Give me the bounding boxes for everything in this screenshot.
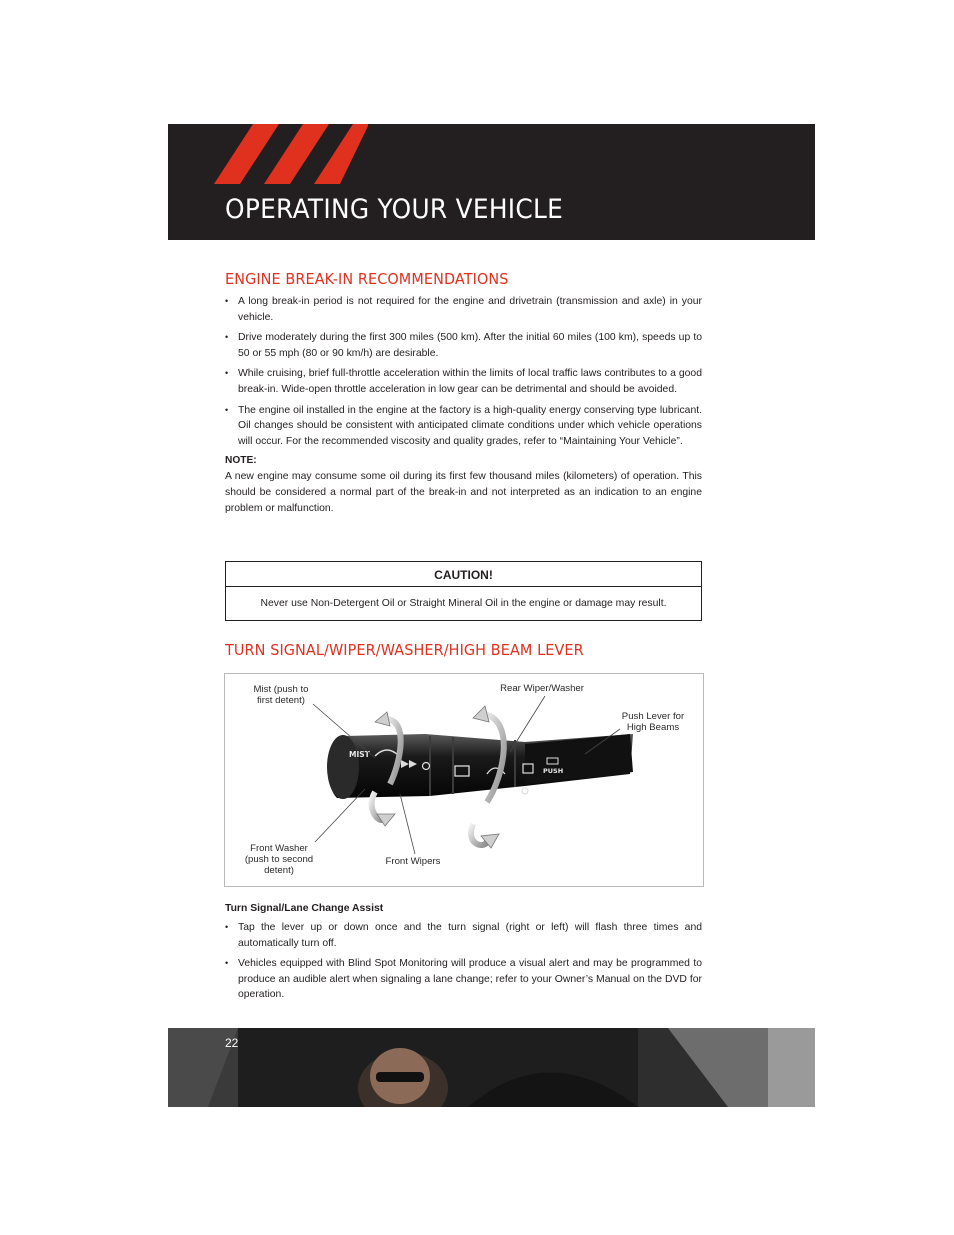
high-beam-callout: Push Lever for High Beams xyxy=(621,711,685,733)
turn-signal-body xyxy=(225,903,702,1008)
chapter-header-band xyxy=(168,124,815,240)
page-number: 22 xyxy=(225,1036,239,1050)
note-text: A new engine may consume some oil during its first few thousand miles (kilometers) of operation. This should be considered a normal part of the break-in and not interpreted as an indication to an engine problem or malfunction. xyxy=(225,471,702,514)
list-item: • Vehicles equipped with Blind Spot Monitoring will produce a visual alert and may be programmed to produce an audible alert when signaling a lane change; refer to your Owner’s Manual on the DVD for operation. xyxy=(225,956,702,1003)
engine-break-in-list xyxy=(225,294,702,449)
page-title: OPERATING YOUR VEHICLE xyxy=(225,194,564,225)
turn-signal-list xyxy=(225,920,702,1003)
caution-text: Never use Non-Detergent Oil or Straight Mineral Oil in the engine or damage may result. xyxy=(260,598,667,609)
engine-break-in-body xyxy=(225,294,702,516)
footer-band xyxy=(168,1028,815,1107)
rear-wiper-callout: Rear Wiper/Washer xyxy=(500,683,584,694)
section-heading-turn-signal: TURN SIGNAL/WIPER/WASHER/HIGH BEAM LEVER xyxy=(225,641,584,659)
list-item: • While cruising, brief full-throttle acceleration within the limits of local traffic laws contributes to a good break-in. Wide-open throttle acceleration in low gear can be detrimental and should be avoided. xyxy=(225,366,702,397)
mist-callout: Mist (push to first detent) xyxy=(253,684,309,706)
front-washer-callout: Front Washer (push to second detent) xyxy=(244,843,314,876)
lever-mist-text: MIST xyxy=(349,750,370,759)
front-wipers-callout: Front Wipers xyxy=(385,856,441,867)
note-label: NOTE: xyxy=(225,455,257,467)
list-item: • Drive moderately during the first 300 miles (500 km). After the initial 60 miles (100 km), speeds up to 50 or 55 mph (80 or 90 km/h) are desirable. xyxy=(225,330,702,361)
list-item: • A long break-in period is not required for the engine and drivetrain (transmission and axle) in your vehicle. xyxy=(225,294,702,325)
racing-stripes-logo xyxy=(168,124,368,186)
caution-title: CAUTION! xyxy=(226,562,701,587)
list-item: • Tap the lever up or down once and the turn signal (right or left) will flash three times and automatically turn off. xyxy=(225,920,702,951)
caution-box xyxy=(225,561,702,621)
section-heading-engine-break-in: ENGINE BREAK-IN RECOMMENDATIONS xyxy=(225,270,509,288)
lever-push-text: PUSH xyxy=(543,767,564,775)
subheading-turn-signal-lane-change: Turn Signal/Lane Change Assist xyxy=(225,903,384,914)
list-item: • The engine oil installed in the engine at the factory is a high-quality energy conserving type lubricant. Oil changes should be consistent with anticipated climate conditions under which vehicle operations will occur. For the recommended viscosity and quality grades, refer to “Maintaining Your Vehicle”. xyxy=(225,403,702,450)
footer-driver-photo xyxy=(168,1028,815,1107)
lever-diagram-figure xyxy=(224,673,704,887)
